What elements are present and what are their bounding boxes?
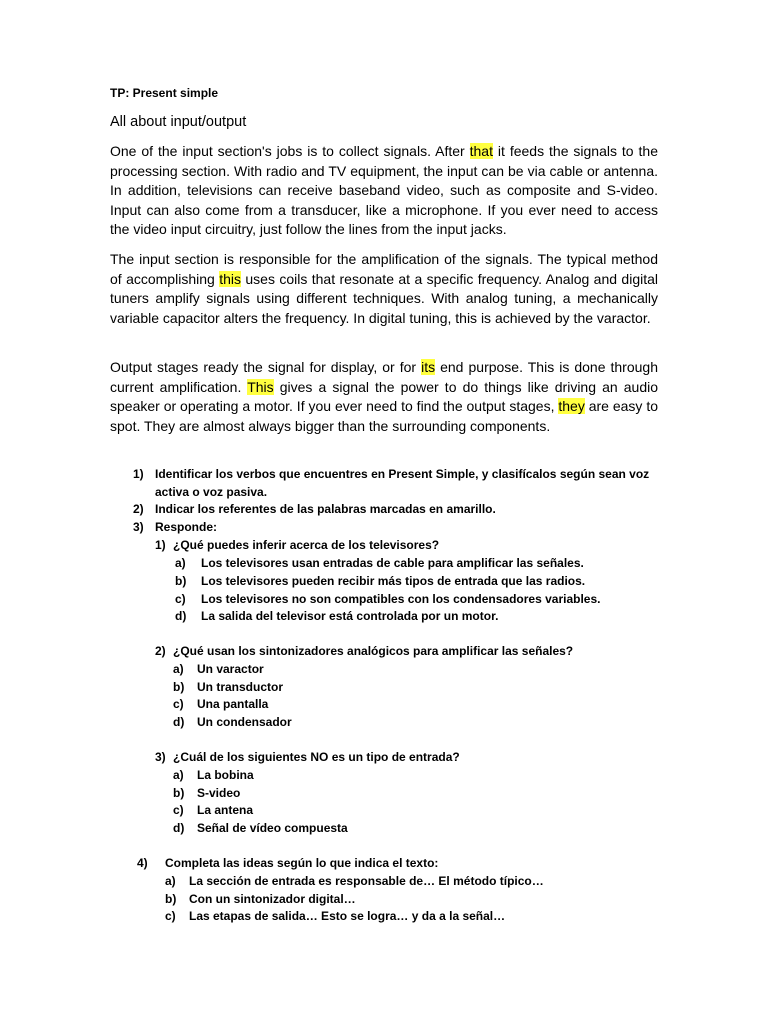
task-2-number: 2) xyxy=(133,502,144,516)
paragraph-3-text-d: are easy to spot. They are almost always bigger than the surrounding components. xyxy=(110,398,658,434)
highlight-its: its xyxy=(421,359,436,375)
highlight-this-2: This xyxy=(247,378,274,395)
paragraph-2 xyxy=(110,250,658,328)
highlight-that: that xyxy=(469,143,493,159)
question-3-option-letter: d) xyxy=(173,821,185,835)
question-3-option: Señal de vídeo compuesta xyxy=(197,821,348,835)
document-title: All about input/output xyxy=(110,114,247,130)
question-2-option-letter: d) xyxy=(173,715,185,729)
paragraph-1 xyxy=(110,142,658,240)
paragraph-3-text-c: gives a signal the power to do things like driving an audio speaker or operating a motor. If you ever need to find the output stages, xyxy=(110,378,658,414)
task-4-option: Las etapas de salida… Esto se logra… y da a la señal… xyxy=(189,909,506,923)
question-2-number: 2) xyxy=(155,644,166,658)
task-4-option-letter: a) xyxy=(165,874,176,888)
question-3-option: La bobina xyxy=(197,768,254,782)
question-2-option: Un condensador xyxy=(197,715,292,729)
task-4-option-letter: c) xyxy=(165,909,176,923)
task-4-number: 4) xyxy=(137,856,148,870)
question-1-option: Los televisores no son compatibles con los condensadores variables. xyxy=(201,592,601,606)
task-4-option: La sección de entrada es responsable de… El método típico… xyxy=(189,874,544,888)
question-3-option: S-video xyxy=(197,786,241,800)
question-2-option: Un transductor xyxy=(197,680,284,694)
question-2-option: Un varactor xyxy=(197,662,264,676)
paragraph-2-text-b: uses coils that resonate at a specific frequency. Analog and digital tuners amplify signals using different techniques. With analog tuning, a mechanically variable capacitor alters the frequency. In digital tuning, this is achieved by the varactor. xyxy=(110,270,658,326)
question-1-option-letter: d) xyxy=(175,609,187,623)
task-3-text: Responde: xyxy=(155,520,218,534)
task-4-option-letter: b) xyxy=(165,892,177,906)
paragraph-2-text-a: The input section is responsible for the amplification of the signals. The typical method of accomplishing xyxy=(110,251,658,287)
paragraph-1-text-a: One of the input section's jobs is to collect signals. After xyxy=(110,143,470,159)
question-2-option-letter: b) xyxy=(173,680,185,694)
question-1-option: La salida del televisor está controlada por un motor. xyxy=(201,609,499,623)
question-3-text: ¿Cuál de los siguientes NO es un tipo de entrada? xyxy=(173,750,460,764)
question-2-option: Una pantalla xyxy=(197,697,269,711)
task-4-option: Con un sintonizador digital… xyxy=(189,892,356,906)
question-2-option-letter: a) xyxy=(173,662,184,676)
question-1-option-letter: b) xyxy=(175,574,187,588)
highlight-they: they xyxy=(558,398,585,414)
question-1-option: Los televisores usan entradas de cable para amplificar las señales. xyxy=(201,556,584,570)
highlight-this: this xyxy=(219,270,241,287)
question-1-text: ¿Qué puedes inferir acerca de los televisores? xyxy=(173,538,440,552)
task-2-text: Indicar los referentes de las palabras marcadas en amarillo. xyxy=(155,502,496,516)
paragraph-3 xyxy=(110,358,658,436)
question-3-option-letter: a) xyxy=(173,768,184,782)
task-4-text: Completa las ideas según lo que indica el texto: xyxy=(165,856,439,870)
question-1-option-letter: a) xyxy=(175,556,186,570)
document-label: TP: Present simple xyxy=(110,86,219,100)
paragraph-3-text-b: end purpose. This is done through current amplification. xyxy=(110,359,658,395)
question-3-option-letter: b) xyxy=(173,786,185,800)
question-3-number: 3) xyxy=(155,750,166,764)
question-1-option-letter: c) xyxy=(175,592,186,606)
paragraph-1-text-b: it feeds the signals to the processing section. With radio and TV equipment, the input can be via cable or antenna. In addition, televisions can receive baseband video, such as composite and S-video. Input can also come from a transducer, like a microphone. If you ever need to access the video input circuitry, just follow the lines from the input jacks. xyxy=(110,143,658,237)
paragraph-3-text-a: Output stages ready the signal for display, or for xyxy=(110,359,422,375)
task-1-text-cont: activa o voz pasiva. xyxy=(155,485,268,499)
question-3-option-letter: c) xyxy=(173,803,184,817)
task-3-number: 3) xyxy=(133,520,144,534)
question-2-text: ¿Qué usan los sintonizadores analógicos para amplificar las señales? xyxy=(173,644,574,658)
task-1-number: 1) xyxy=(133,467,144,481)
task-1-text: Identificar los verbos que encuentres en Present Simple, y clasifícalos según sean voz xyxy=(155,467,650,481)
question-1-option: Los televisores pueden recibir más tipos de entrada que las radios. xyxy=(201,574,586,588)
question-1-number: 1) xyxy=(155,538,166,552)
question-2-option-letter: c) xyxy=(173,697,184,711)
question-3-option: La antena xyxy=(197,803,254,817)
